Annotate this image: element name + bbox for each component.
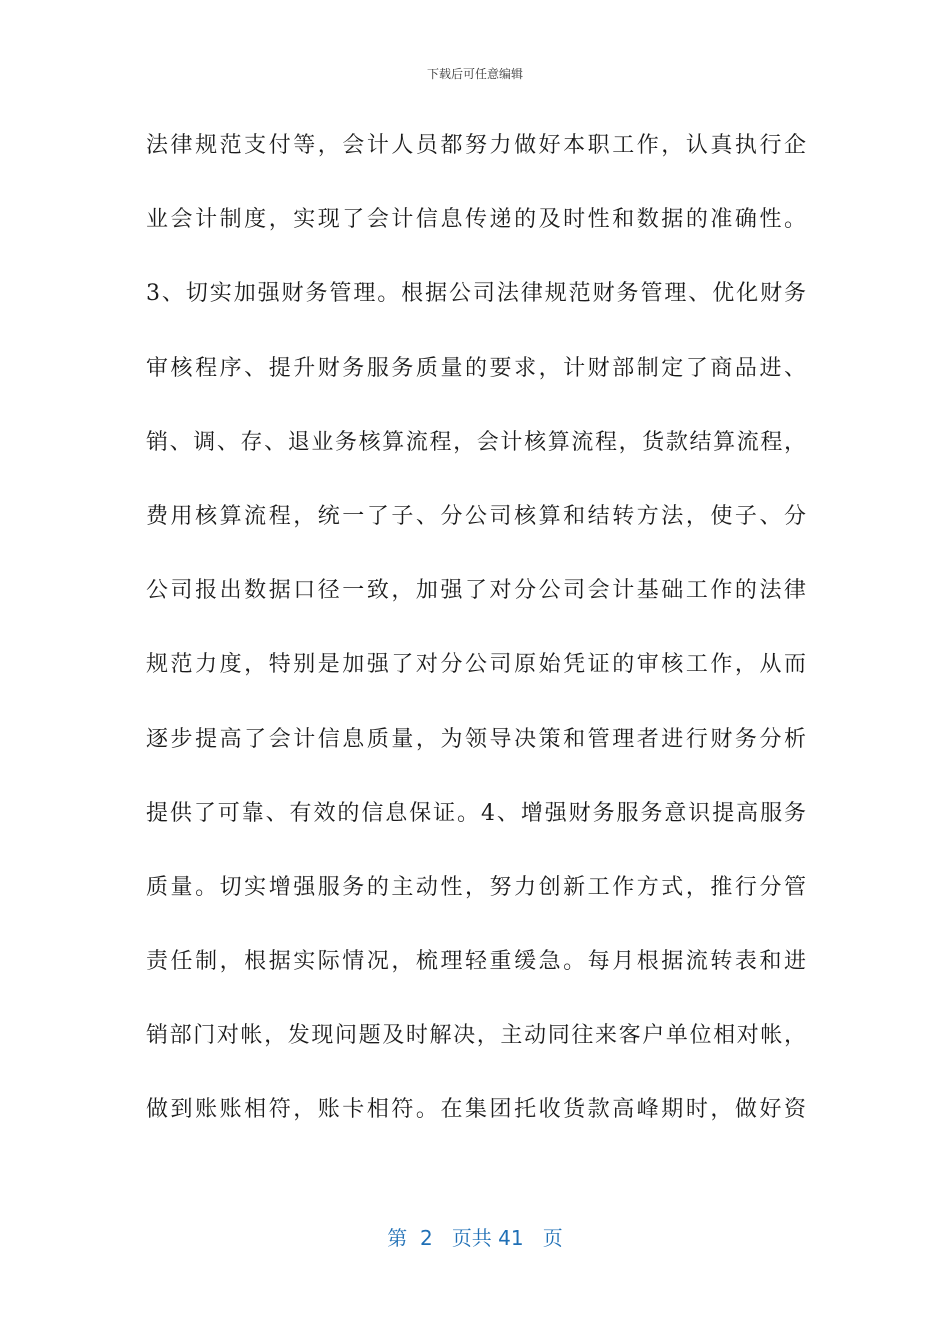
text-line: 审核程序、提升财务服务质量的要求，计财部制定了商品进、 (146, 355, 806, 381)
text-line: 法律规范支付等，会计人员都努力做好本职工作，认真执行企 (146, 133, 806, 158)
text-line: 逐步提高了会计信息质量，为领导决策和管理者进行财务分析 (146, 726, 806, 752)
footer-middle: 页共 (451, 1226, 492, 1250)
body-text (146, 124, 806, 1163)
text-line: 做到账账相符，账卡相符。在集团托收货款高峰期时，做好资 (146, 1097, 806, 1123)
text-line: 规范力度，特别是加强了对分公司原始凭证的审核工作，从而 (146, 652, 806, 678)
footer-total-pages: 41 (498, 1226, 524, 1250)
text-line: 业会计制度，实现了会计信息传递的及时性和数据的准确性。 (146, 207, 806, 233)
footer-prefix: 第 (387, 1226, 408, 1250)
footer-suffix: 页 (542, 1226, 563, 1250)
text-line: 责任制，根据实际情况，梳理轻重缓急。每月根据流转表和进 (146, 949, 806, 975)
text-line: 公司报出数据口径一致，加强了对分公司会计基础工作的法律 (146, 578, 806, 604)
text-line: 销部门对帐，发现问题及时解决，主动同往来客户单位相对帐， (146, 1023, 806, 1049)
text-line: 费用核算流程，统一了子、分公司核算和结转方法，使子、分 (146, 503, 806, 529)
page-footer (0, 1224, 950, 1252)
text-line: 3、切实加强财务管理。根据公司法律规范财务管理、优化财务 (146, 281, 806, 307)
footer-current-page: 2 (420, 1226, 433, 1250)
text-line: 质量。切实增强服务的主动性，努力创新工作方式，推行分管 (146, 874, 806, 900)
text-line: 提供了可靠、有效的信息保证。4、增强财务服务意识提高服务 (146, 800, 806, 826)
text-line: 销、调、存、退业务核算流程，会计核算流程，货款结算流程， (146, 429, 806, 455)
page-header: 下载后可任意编辑 (426, 67, 523, 81)
